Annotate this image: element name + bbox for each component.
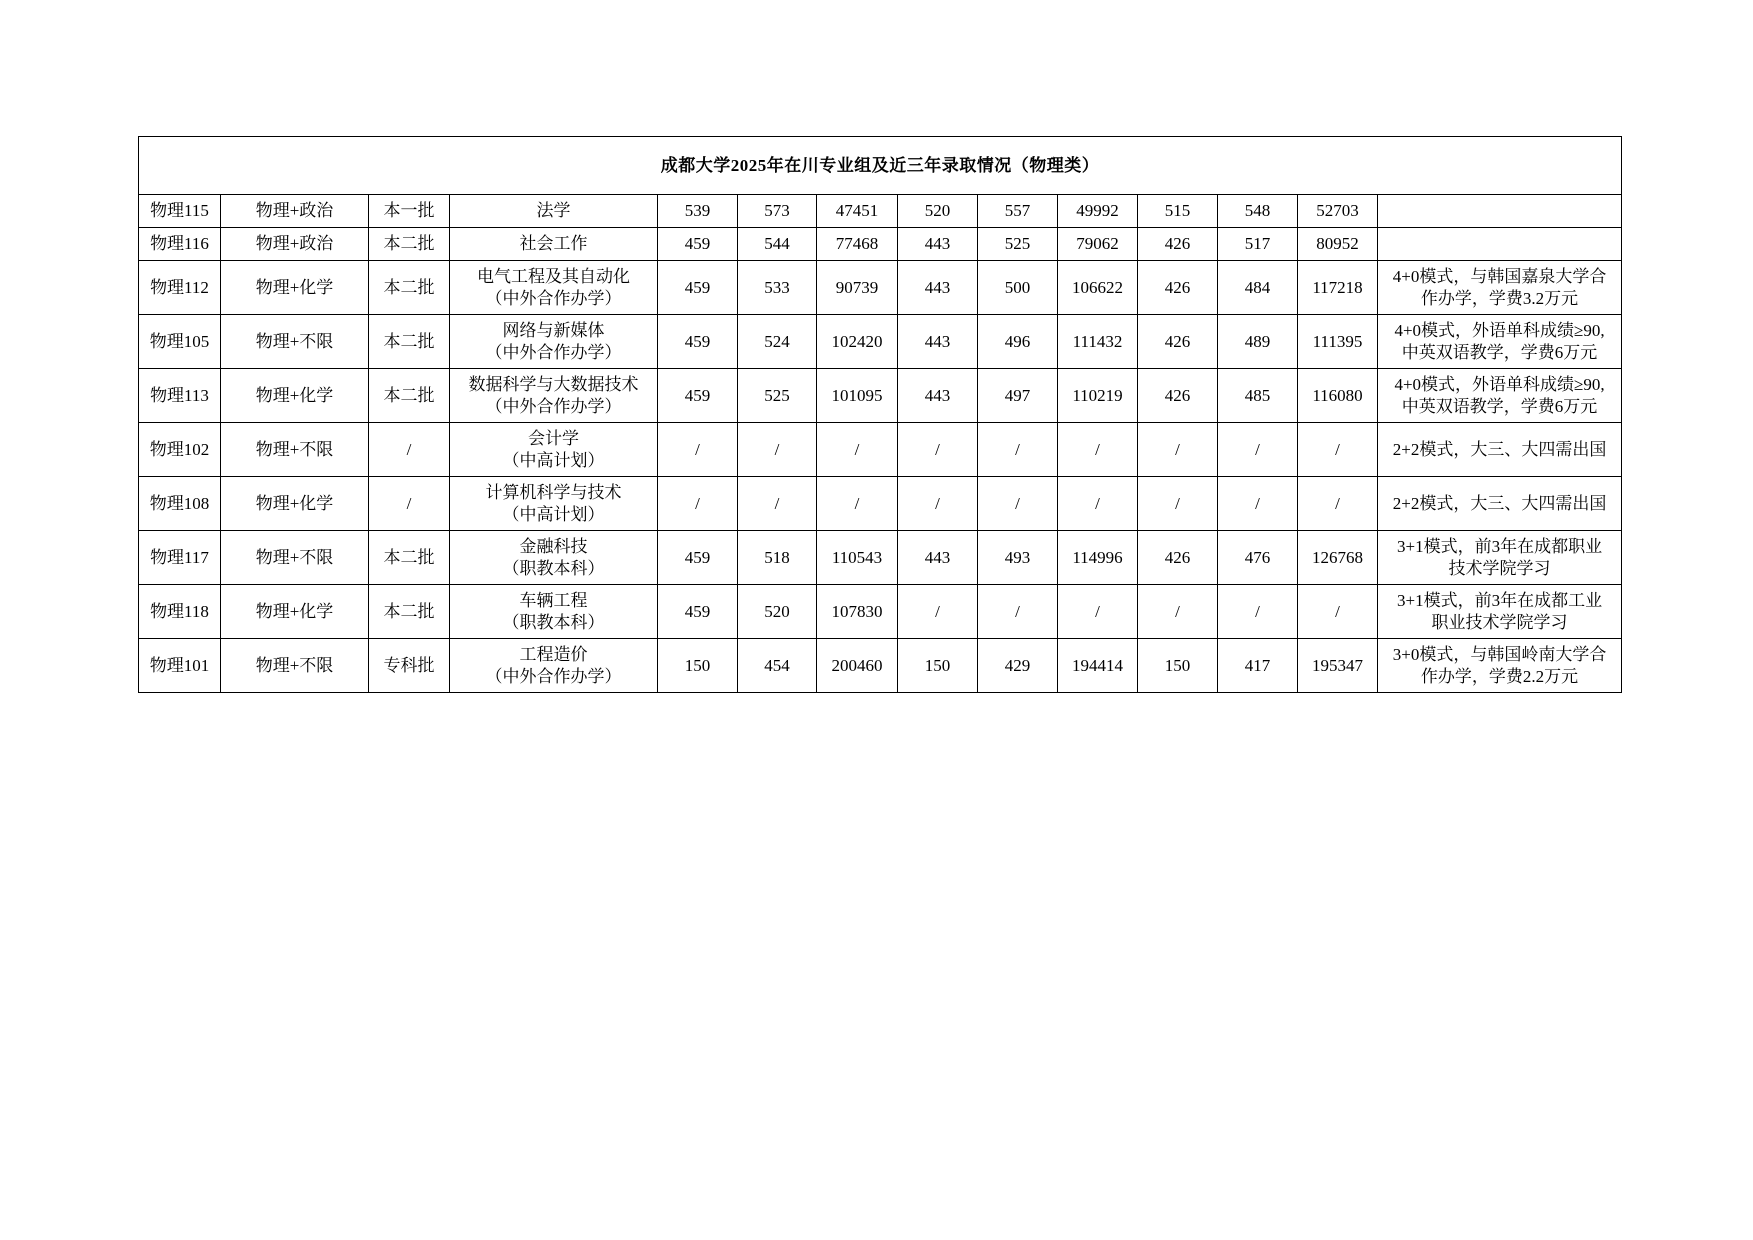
major-line: （中外合作办学） (485, 666, 622, 686)
table-row (139, 195, 1622, 228)
major-line: （中高计划） (502, 450, 605, 470)
batch-cell: 本二批 (369, 369, 450, 423)
score-value-cell: 459 (658, 261, 738, 315)
batch-cell: 本二批 (369, 228, 450, 261)
table-row (139, 228, 1622, 261)
score-value-cell: 557 (978, 195, 1058, 228)
note-line: 2+2模式，大三、大四需出国 (1392, 439, 1607, 459)
major-line: （中外合作办学） (485, 396, 622, 416)
major-cell (450, 423, 658, 477)
score-value-cell: / (1138, 423, 1218, 477)
title-row (139, 137, 1622, 195)
score-value-cell: / (1298, 585, 1378, 639)
score-value-cell: 80952 (1298, 228, 1378, 261)
group-code-cell: 物理105 (139, 315, 221, 369)
admission-table (138, 136, 1622, 693)
score-value-cell: 200460 (817, 639, 898, 693)
score-value-cell: / (1218, 477, 1298, 531)
score-value-cell: 426 (1138, 228, 1218, 261)
major-line: 车辆工程 (519, 590, 588, 610)
major-line: 社会工作 (519, 234, 588, 253)
score-value-cell: 111432 (1058, 315, 1138, 369)
group-code-cell: 物理101 (139, 639, 221, 693)
table-row (139, 369, 1622, 423)
major-line: （职教本科） (502, 558, 605, 578)
major-cell (450, 477, 658, 531)
score-value-cell: 573 (738, 195, 817, 228)
major-line: 电气工程及其自动化 (477, 266, 630, 286)
score-value-cell: 117218 (1298, 261, 1378, 315)
score-value-cell: 525 (738, 369, 817, 423)
score-value-cell: 520 (898, 195, 978, 228)
score-value-cell: 533 (738, 261, 817, 315)
score-value-cell: 90739 (817, 261, 898, 315)
score-value-cell: 459 (658, 531, 738, 585)
subject-requirement-cell: 物理+政治 (221, 195, 369, 228)
batch-cell: 本二批 (369, 261, 450, 315)
score-value-cell: 459 (658, 369, 738, 423)
score-value-cell: 443 (898, 531, 978, 585)
note-line: 作办学，学费3.2万元 (1420, 288, 1579, 308)
score-value-cell: / (658, 477, 738, 531)
note-cell (1378, 195, 1622, 228)
note-cell (1378, 585, 1622, 639)
subject-requirement-cell: 物理+不限 (221, 423, 369, 477)
score-value-cell: 426 (1138, 315, 1218, 369)
batch-cell: / (369, 477, 450, 531)
score-value-cell: 126768 (1298, 531, 1378, 585)
table-row (139, 261, 1622, 315)
score-value-cell: 443 (898, 261, 978, 315)
batch-cell: 本二批 (369, 531, 450, 585)
score-value-cell: / (1058, 585, 1138, 639)
subject-requirement-cell: 物理+政治 (221, 228, 369, 261)
note-cell (1378, 261, 1622, 315)
note-line: 技术学院学习 (1448, 558, 1551, 578)
score-value-cell: 107830 (817, 585, 898, 639)
score-value-cell: / (978, 477, 1058, 531)
note-line: 4+0模式，外语单科成绩≥90, (1394, 320, 1605, 340)
score-value-cell: 485 (1218, 369, 1298, 423)
table-row (139, 531, 1622, 585)
score-value-cell: / (898, 423, 978, 477)
subject-requirement-cell: 物理+化学 (221, 369, 369, 423)
major-cell (450, 639, 658, 693)
score-value-cell: / (817, 477, 898, 531)
note-cell (1378, 531, 1622, 585)
note-line: 中英双语教学，学费6万元 (1401, 342, 1598, 362)
score-value-cell: 515 (1138, 195, 1218, 228)
note-cell (1378, 315, 1622, 369)
table-row (139, 639, 1622, 693)
score-value-cell: 443 (898, 228, 978, 261)
score-value-cell: / (1218, 423, 1298, 477)
score-value-cell: / (1138, 585, 1218, 639)
score-value-cell: 101095 (817, 369, 898, 423)
score-value-cell: 194414 (1058, 639, 1138, 693)
major-line: 法学 (536, 201, 571, 220)
score-value-cell: 150 (658, 639, 738, 693)
table-title: 成都大学2025年在川专业组及近三年录取情况（物理类） (139, 137, 1622, 195)
note-line: 4+0模式，与韩国嘉泉大学合 (1392, 266, 1607, 286)
major-cell (450, 315, 658, 369)
major-cell (450, 531, 658, 585)
note-line: 中英双语教学，学费6万元 (1401, 396, 1598, 416)
batch-cell: 本二批 (369, 585, 450, 639)
score-value-cell: 77468 (817, 228, 898, 261)
score-value-cell: 47451 (817, 195, 898, 228)
score-value-cell: 544 (738, 228, 817, 261)
score-value-cell: 426 (1138, 531, 1218, 585)
table-row (139, 585, 1622, 639)
score-value-cell: 518 (738, 531, 817, 585)
score-value-cell: 454 (738, 639, 817, 693)
note-cell (1378, 423, 1622, 477)
score-value-cell: 443 (898, 315, 978, 369)
score-value-cell: / (817, 423, 898, 477)
score-value-cell: 493 (978, 531, 1058, 585)
score-value-cell: 459 (658, 585, 738, 639)
score-value-cell: / (1218, 585, 1298, 639)
batch-cell: 本二批 (369, 315, 450, 369)
score-value-cell: 517 (1218, 228, 1298, 261)
subject-requirement-cell: 物理+化学 (221, 477, 369, 531)
score-value-cell: 79062 (1058, 228, 1138, 261)
score-value-cell: 49992 (1058, 195, 1138, 228)
note-line: 3+1模式，前3年在成都职业 (1397, 536, 1603, 556)
major-cell (450, 228, 658, 261)
score-value-cell: 489 (1218, 315, 1298, 369)
note-line: 3+1模式，前3年在成都工业 (1397, 590, 1603, 610)
score-value-cell: 484 (1218, 261, 1298, 315)
score-value-cell: / (898, 585, 978, 639)
major-line: 工程造价 (519, 644, 588, 664)
major-line: 会计学 (528, 428, 579, 448)
group-code-cell: 物理118 (139, 585, 221, 639)
score-value-cell: 459 (658, 315, 738, 369)
score-value-cell: / (1138, 477, 1218, 531)
score-value-cell: 150 (898, 639, 978, 693)
group-code-cell: 物理108 (139, 477, 221, 531)
major-line: 金融科技 (519, 536, 588, 556)
score-value-cell: 443 (898, 369, 978, 423)
score-value-cell: 426 (1138, 261, 1218, 315)
score-value-cell: / (978, 423, 1058, 477)
note-line: 2+2模式，大三、大四需出国 (1392, 493, 1607, 513)
admission-sheet (138, 136, 1621, 693)
score-value-cell: 476 (1218, 531, 1298, 585)
note-cell (1378, 228, 1622, 261)
score-value-cell: 106622 (1058, 261, 1138, 315)
score-value-cell: 110543 (817, 531, 898, 585)
major-cell (450, 195, 658, 228)
major-line: 计算机科学与技术 (485, 482, 622, 502)
score-value-cell: 116080 (1298, 369, 1378, 423)
score-value-cell: 459 (658, 228, 738, 261)
major-line: （职教本科） (502, 612, 605, 632)
major-line: 数据科学与大数据技术 (468, 374, 639, 394)
batch-cell: 本一批 (369, 195, 450, 228)
score-value-cell: 525 (978, 228, 1058, 261)
score-value-cell: / (738, 423, 817, 477)
score-value-cell: 497 (978, 369, 1058, 423)
subject-requirement-cell: 物理+不限 (221, 315, 369, 369)
score-value-cell: 114996 (1058, 531, 1138, 585)
group-code-cell: 物理102 (139, 423, 221, 477)
note-cell (1378, 369, 1622, 423)
score-value-cell: / (1298, 477, 1378, 531)
batch-cell: / (369, 423, 450, 477)
batch-cell: 专科批 (369, 639, 450, 693)
score-value-cell: / (1298, 423, 1378, 477)
score-value-cell: 195347 (1298, 639, 1378, 693)
score-value-cell: 150 (1138, 639, 1218, 693)
table-row (139, 477, 1622, 531)
score-value-cell: 111395 (1298, 315, 1378, 369)
group-code-cell: 物理116 (139, 228, 221, 261)
group-code-cell: 物理113 (139, 369, 221, 423)
group-code-cell: 物理115 (139, 195, 221, 228)
major-line: 网络与新媒体 (502, 320, 605, 340)
subject-requirement-cell: 物理+不限 (221, 639, 369, 693)
table-body (139, 137, 1622, 693)
subject-requirement-cell: 物理+不限 (221, 531, 369, 585)
group-code-cell: 物理117 (139, 531, 221, 585)
score-value-cell: 102420 (817, 315, 898, 369)
score-value-cell: 520 (738, 585, 817, 639)
major-cell (450, 261, 658, 315)
score-value-cell: 417 (1218, 639, 1298, 693)
major-cell (450, 585, 658, 639)
subject-requirement-cell: 物理+化学 (221, 261, 369, 315)
note-line: 作办学，学费2.2万元 (1420, 666, 1579, 686)
subject-requirement-cell: 物理+化学 (221, 585, 369, 639)
major-line: （中外合作办学） (485, 288, 622, 308)
score-value-cell: 52703 (1298, 195, 1378, 228)
score-value-cell: / (738, 477, 817, 531)
score-value-cell: 426 (1138, 369, 1218, 423)
score-value-cell: / (1058, 477, 1138, 531)
score-value-cell: 539 (658, 195, 738, 228)
note-cell (1378, 477, 1622, 531)
table-row (139, 315, 1622, 369)
note-cell (1378, 639, 1622, 693)
score-value-cell: 429 (978, 639, 1058, 693)
major-cell (450, 369, 658, 423)
major-line: （中外合作办学） (485, 342, 622, 362)
note-line: 职业技术学院学习 (1431, 612, 1568, 632)
table-row (139, 423, 1622, 477)
score-value-cell: / (1058, 423, 1138, 477)
score-value-cell: 500 (978, 261, 1058, 315)
score-value-cell: / (898, 477, 978, 531)
score-value-cell: 110219 (1058, 369, 1138, 423)
score-value-cell: 548 (1218, 195, 1298, 228)
major-line: （中高计划） (502, 504, 605, 524)
score-value-cell: 496 (978, 315, 1058, 369)
score-value-cell: / (658, 423, 738, 477)
note-line: 4+0模式，外语单科成绩≥90, (1394, 374, 1605, 394)
score-value-cell: 524 (738, 315, 817, 369)
note-line: 3+0模式，与韩国岭南大学合 (1392, 644, 1607, 664)
score-value-cell: / (978, 585, 1058, 639)
group-code-cell: 物理112 (139, 261, 221, 315)
